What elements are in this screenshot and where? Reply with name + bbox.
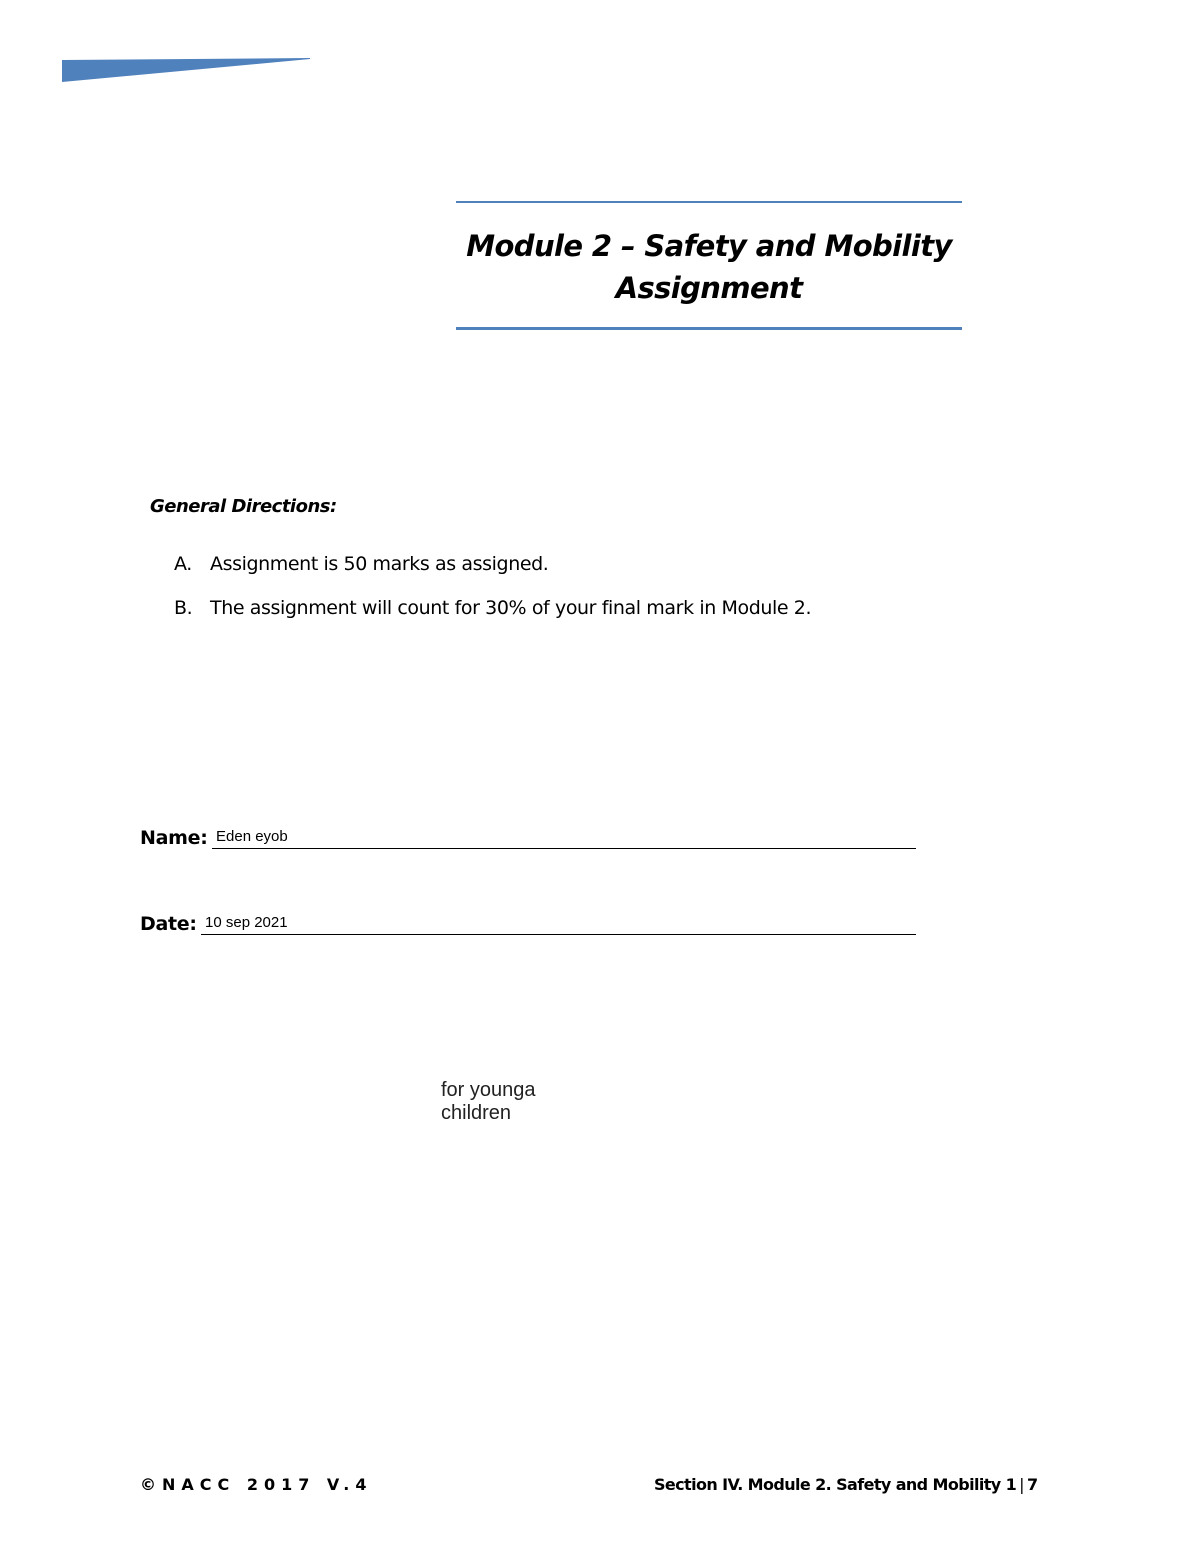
name-field[interactable]: Eden eyob (216, 828, 288, 845)
title-line-2: Assignment (615, 271, 803, 305)
item-letter: B. (174, 597, 193, 619)
directions-heading: General Directions: (150, 496, 337, 517)
footer-page-total: 7 (1026, 1475, 1038, 1494)
footer-copyright: ©NACC 2017 V.4 (140, 1475, 373, 1494)
directions-list (174, 552, 811, 640)
directions-item-a (174, 552, 811, 596)
logo-stripe-graphic (62, 58, 310, 82)
name-label: Name: (140, 827, 208, 849)
name-underline (212, 848, 916, 849)
date-underline (201, 934, 916, 935)
item-text: The assignment will count for 30% of your final mark in Module 2. (210, 597, 812, 619)
footer-section-info (654, 1475, 1037, 1494)
item-letter: A. (174, 553, 192, 575)
footer-section-title: Section IV. Module 2. Safety and Mobility (654, 1475, 1001, 1494)
logo-stripe-shape (62, 58, 310, 82)
item-text: Assignment is 50 marks as assigned. (210, 553, 549, 575)
title-top-rule (456, 201, 962, 203)
note-line-2: children (441, 1102, 512, 1124)
date-label: Date: (140, 913, 197, 935)
date-field[interactable]: 10 sep 2021 (205, 914, 288, 931)
handwritten-note (441, 1079, 601, 1125)
footer-page-separator: | (1019, 1475, 1024, 1494)
title-bottom-rule (456, 327, 962, 330)
footer-page-current: 1 (1005, 1475, 1017, 1494)
title-block (456, 201, 962, 331)
note-line-1: for younga (441, 1079, 536, 1101)
directions-item-b (174, 596, 811, 640)
page-title (456, 225, 962, 309)
title-line-1: Module 2 – Safety and Mobility (466, 229, 952, 263)
